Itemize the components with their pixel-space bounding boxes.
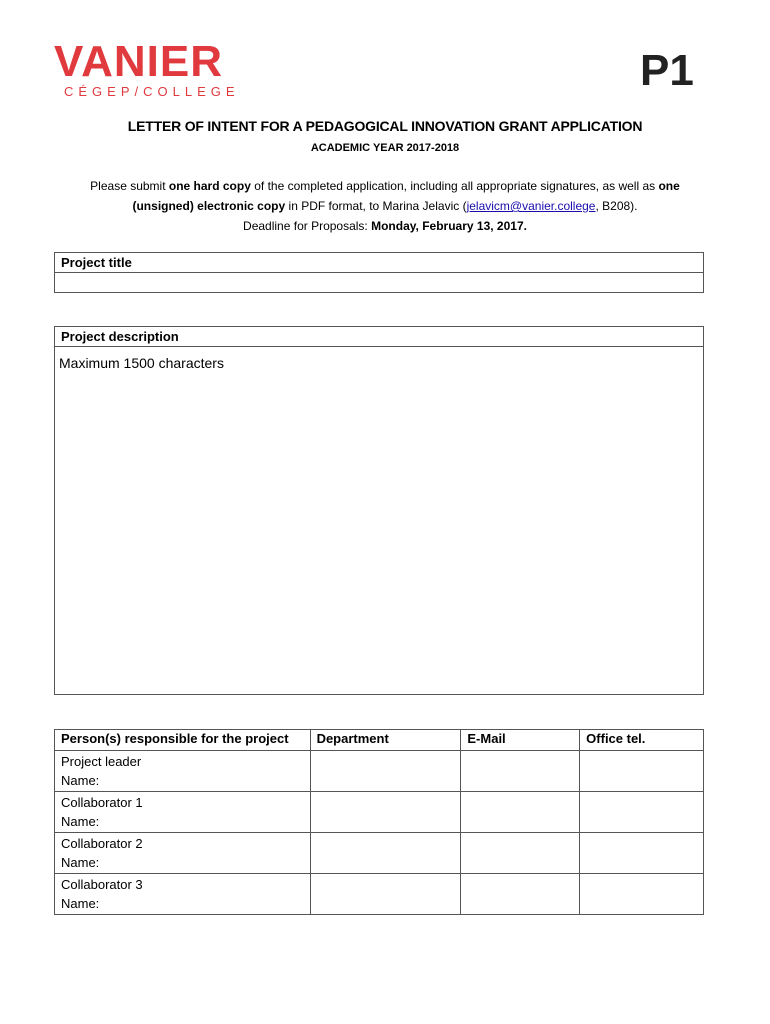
name-label: Name: <box>61 855 100 870</box>
instructions <box>60 176 710 216</box>
academic-year: ACADEMIC YEAR 2017-2018 <box>310 142 460 154</box>
instructions-bold: one hard copy <box>168 179 251 193</box>
email-cell[interactable] <box>461 833 580 874</box>
name-label: Name: <box>61 814 100 829</box>
department-cell[interactable] <box>310 751 461 792</box>
person-cell[interactable] <box>55 751 311 792</box>
office-tel-cell[interactable] <box>580 833 704 874</box>
name-label: Name: <box>61 773 100 788</box>
role-label: Collaborator 3 <box>61 877 143 892</box>
department-cell[interactable] <box>310 833 461 874</box>
project-description-label: Project description <box>55 327 703 347</box>
page-code: P1 <box>640 46 694 95</box>
logo-word: VANIER <box>54 37 223 86</box>
table-header-row <box>55 730 704 751</box>
table-row <box>55 874 704 915</box>
person-cell[interactable] <box>55 874 311 915</box>
deadline <box>0 216 770 236</box>
instructions-text: , B208). <box>595 199 638 213</box>
person-cell[interactable] <box>55 833 311 874</box>
persons-table <box>54 729 704 915</box>
instructions-text: in PDF format, to Marina Jelavic ( <box>285 199 467 213</box>
email-cell[interactable] <box>461 874 580 915</box>
department-cell[interactable] <box>310 792 461 833</box>
header-email: E-Mail <box>461 730 580 751</box>
project-description-box <box>54 326 704 695</box>
header-office-tel: Office tel. <box>580 730 704 751</box>
document-title: LETTER OF INTENT FOR A PEDAGOGICAL INNOVATION GRANT APPLICATION <box>127 118 643 134</box>
role-label: Collaborator 2 <box>61 836 143 851</box>
table-row <box>55 833 704 874</box>
email-link[interactable]: jelavicm@vanier.college <box>466 199 596 213</box>
person-cell[interactable] <box>55 792 311 833</box>
department-cell[interactable] <box>310 874 461 915</box>
table-row <box>55 751 704 792</box>
instructions-text: Please submit <box>90 179 169 193</box>
email-cell[interactable] <box>461 792 580 833</box>
name-label: Name: <box>61 896 100 911</box>
office-tel-cell[interactable] <box>580 792 704 833</box>
office-tel-cell[interactable] <box>580 751 704 792</box>
deadline-label: Deadline for Proposals: <box>243 219 372 233</box>
project-description-field[interactable]: Maximum 1500 characters <box>59 355 224 371</box>
deadline-date: Monday, February 13, 2017. <box>371 219 527 233</box>
project-title-field[interactable] <box>55 273 703 292</box>
header-persons: Person(s) responsible for the project <box>55 730 311 751</box>
role-label: Collaborator 1 <box>61 795 143 810</box>
project-title-box <box>54 252 704 293</box>
project-title-label: Project title <box>55 253 703 273</box>
table-row <box>55 792 704 833</box>
instructions-text: of the completed application, including all appropriate signatures, as well as <box>250 179 659 193</box>
instructions-bold: one (unsigned) electronic copy <box>132 179 680 213</box>
header-department: Department <box>310 730 461 751</box>
email-cell[interactable] <box>461 751 580 792</box>
logo-subtitle: CÉGEP/COLLEGE <box>64 84 240 99</box>
role-label: Project leader <box>61 754 142 769</box>
office-tel-cell[interactable] <box>580 874 704 915</box>
vanier-logo <box>54 37 240 99</box>
